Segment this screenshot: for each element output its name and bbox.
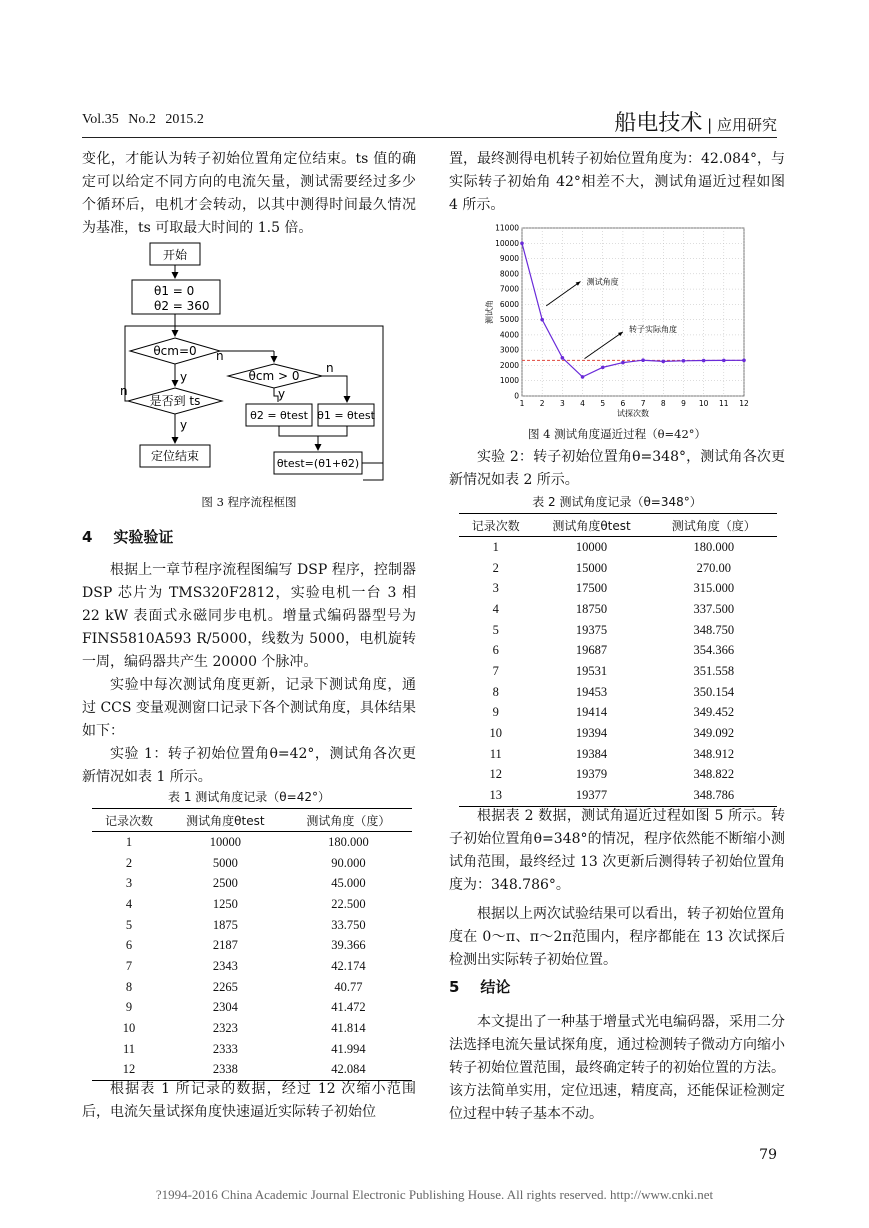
table-row [92,832,412,853]
data-point [702,359,706,363]
left-para-5: 根据表 1 所记录的数据，经过 12 次缩小范围后，电流矢量试探角度快速逼近实际转子初始位 [82,1081,416,1120]
x-tick-label: 6 [620,399,626,408]
table-row [92,853,412,874]
table-cell: 270.00 [696,560,731,575]
table-cell: 18750 [575,601,608,616]
table-cell: 2187 [212,938,238,953]
table-row [92,894,412,915]
y-tick-label: 10000 [495,238,519,248]
plot-area [522,228,744,396]
table-row [459,723,777,744]
journal-title [614,106,777,137]
table-row [459,620,777,641]
table-row [459,558,777,579]
table-cell: 350.154 [693,684,735,699]
table-cell: 19453 [575,684,608,699]
y-tick-label: 8000 [499,269,519,279]
y-tick-label: 6000 [499,299,519,309]
fc-set-t1: θ1 = θtest [317,409,375,422]
x-tick-label: 2 [539,399,545,408]
table-cell: 90.000 [331,855,366,870]
y-tick-label: 7000 [499,284,519,294]
section-5-title: 结论 [480,978,511,996]
table-cell: 1250 [212,896,238,911]
table-cell: 42.084 [285,1060,412,1081]
left-para-1: 变化，才能认为转子初始位置角定位结束。ts 值的确定可以给定不同方向的电流矢量，测试需要经过多少个循环后，电机才会转动，以其中测得时间最久情况为基准，ts 可取最大时间的 1.5 倍。 [82,151,416,236]
fc-cond2: θcm > 0 [248,369,300,383]
table-cell: 9 [125,1000,133,1015]
right-para-1: 置，最终测得电机转子初始位置角度为：42.084°，与实际转子初始角 42°相差不大，测试角逼近过程如图 4 所示。 [449,151,785,213]
table-cell: 6 [492,643,499,658]
table1-caption: 表 1 测试角度记录（θ=42°） [168,790,330,804]
right-para-2: 实验 2：转子初始位置角θ=348°，测试角各次更新情况如表 2 所示。 [449,449,785,488]
table-cell: 41.814 [331,1021,366,1036]
table-cell: 5000 [212,855,238,870]
table-cell: 2265 [212,979,238,994]
journal-section: 应用研究 [716,116,777,134]
table-cell: 19687 [575,643,608,658]
table-cell: 4 [492,601,499,616]
data-point [561,356,565,360]
table-cell: 19377 [532,785,650,806]
table-cell: 349.092 [693,726,735,741]
x-tick-label: 9 [681,399,686,408]
y-axis-label: 测试角 [485,300,494,324]
data-point [722,359,726,363]
table-cell: 13 [459,785,532,806]
table1-h2: 测试角度θtest [166,809,285,832]
table-cell: 41.994 [331,1041,366,1056]
table-row [459,744,777,765]
table-cell: 9 [492,705,499,720]
data-point [581,375,585,379]
x-tick-label: 8 [660,399,666,408]
table-cell: 180.000 [328,834,369,849]
flowchart [118,238,393,483]
data-point [661,360,665,364]
data-point [641,358,645,362]
right-body-3 [449,1011,785,1126]
table-cell: 15000 [575,560,608,575]
x-tick-label: 11 [719,399,729,408]
table-row [459,661,777,682]
right-para-4: 根据以上两次试验结果可以看出，转子初始位置角度在 0～π、π～2π范围内，程序都能在 13 次试探后检测出实际转子初始位置。 [449,906,785,968]
table-cell: 2304 [212,1000,238,1015]
y-tick-label: 9000 [499,254,519,264]
table2-h2: 测试角度θtest [532,514,650,537]
annotation-actual-angle: 转子实际角度 [628,324,677,334]
journal-section-sep: | [702,116,717,134]
table-row [459,703,777,724]
table-row [92,1018,412,1039]
table-row [459,785,777,806]
y-tick-label: 2000 [499,360,519,370]
fc-n2: n [326,361,334,375]
table-cell: 348.912 [693,746,735,761]
fig4-caption: 图 4 测试角度逼近过程（θ=42°） [527,427,707,441]
section-4-heading [82,526,173,547]
table-cell: 337.500 [693,601,735,616]
table-cell: 10 [122,1021,136,1036]
table-cell: 19414 [575,705,608,720]
table-cell: 2323 [212,1021,238,1036]
data-point [742,358,746,362]
date: 2015.2 [165,112,204,127]
fc-end: 定位结束 [150,449,200,463]
table-cell: 12 [92,1060,166,1081]
table-cell: 17500 [575,581,608,596]
table2 [459,513,777,807]
x-tick-label: 1 [519,399,525,408]
table-row [459,640,777,661]
table-cell: 2500 [212,876,238,891]
table1 [92,808,412,1081]
table-cell: 2 [125,855,133,870]
page-number: 79 [759,1147,777,1163]
table-row [459,599,777,620]
header-rule [82,137,777,138]
data-point [540,318,544,322]
left-para-4: 实验 1：转子初始位置角θ=42°，测试角各次更新情况如表 1 所示。 [82,746,416,785]
table1-h1: 记录次数 [92,809,166,832]
table-cell: 10000 [209,834,241,849]
y-tick-label: 4000 [499,330,519,340]
right-body-1 [449,446,785,492]
data-point [682,359,686,363]
table1-h3: 测试角度（度） [285,809,412,832]
volume: Vol.35 [82,112,119,127]
table-row [92,1039,412,1060]
table-row [92,935,412,956]
table-cell: 12 [489,767,502,782]
table-cell: 45.000 [331,876,366,891]
table-cell: 348.822 [693,767,735,782]
issue-info [82,112,204,128]
table-cell: 354.366 [693,643,735,658]
table-cell: 11 [489,746,502,761]
table-cell: 11 [122,1041,135,1056]
x-tick-label: 5 [600,399,606,408]
table-cell: 8 [125,979,133,994]
section-5-number: 5 [449,978,460,996]
table2-caption: 表 2 测试角度记录（θ=348°） [532,495,702,509]
x-tick-label: 10 [698,399,709,408]
fc-n3: n [120,384,128,398]
fig3-caption: 图 3 程序流程框图 [201,495,297,509]
table-cell: 10000 [575,539,608,554]
fc-set-t2: θ2 = θtest [250,409,308,422]
data-point [601,366,605,370]
table-cell: 348.750 [693,622,735,637]
table1-header-row [92,809,412,832]
fc-init1: θ1 = 0 [154,284,195,298]
annotation-test-angle: 测试角度 [586,277,619,287]
fc-init2: θ2 = 360 [154,299,210,313]
x-tick-label: 12 [739,399,749,408]
number: No.2 [128,112,156,127]
table-cell: 2 [492,560,499,575]
journal-name: 船电技术 [614,111,703,136]
right-body-2 [449,805,785,972]
left-tail [82,1078,416,1124]
data-point [621,361,625,365]
x-tick-label: 3 [559,399,565,408]
table-cell: 3 [125,876,133,891]
x-axis-label: 试探次数 [617,409,649,418]
fc-y3: y [180,418,188,432]
table-cell: 315.000 [693,581,735,596]
data-point [520,241,524,245]
table-row [459,578,777,599]
table-cell: 2343 [212,958,238,973]
y-tick-label: 3000 [499,345,519,355]
table-cell: 1 [125,834,133,849]
table-cell: 19384 [575,746,608,761]
table-cell: 5 [125,917,133,932]
left-body [82,559,416,789]
right-para-3: 根据表 2 数据，测试角逼近过程如图 5 所示。转子初始位置角θ=348°的情况，程序依然能不断缩小测试角范围，最终经过 13 次更新后测得转子初始位置角度为：348.786°。 [449,808,785,893]
left-column [82,148,416,240]
y-tick-label: 0 [514,391,519,401]
left-para-2: 根据上一章节程序流程图编写 DSP 程序，控制器 DSP 芯片为 TMS320F2812，实验电机一台 3 相 22 kW 表面式永磁同步电机。增量式编码器型号为 FINS5810A593 R/5000，线数为 5000，电机旋转一周，编码器共产生 20000 个脉冲。 [82,562,416,670]
fc-y2: y [278,387,286,401]
table-cell: 351.558 [693,663,735,678]
fc-cond1: θcm=0 [153,344,197,358]
fc-y1: y [180,370,188,384]
y-tick-label: 11000 [495,223,519,233]
table-cell: 1 [492,539,499,554]
table-cell: 8 [492,684,499,699]
table-row [92,915,412,936]
table-cell: 2338 [166,1060,285,1081]
y-tick-label: 5000 [499,315,519,325]
table2-header-row [459,514,777,537]
fc-update: θtest=(θ1+θ2) [276,457,360,470]
table-cell: 180.000 [693,539,735,554]
y-tick-label: 1000 [499,376,519,386]
section-4-title: 实验验证 [113,528,174,546]
table-cell: 19394 [575,726,608,741]
table-cell: 33.750 [331,917,366,932]
x-tick-label: 7 [640,399,646,408]
table-cell: 19531 [575,663,608,678]
table-cell: 41.472 [331,1000,366,1015]
table-cell: 348.786 [651,785,777,806]
table-row [92,956,412,977]
table-cell: 7 [492,663,499,678]
right-column-top [449,148,785,217]
table-row [459,537,777,558]
table-cell: 7 [125,958,133,973]
table-cell: 5 [492,622,499,637]
table-cell: 10 [489,726,502,741]
fig4-chart [482,222,752,420]
table-cell: 40.77 [334,979,363,994]
fc-cond3: 是否到 ts [149,394,201,408]
table-row [92,998,412,1019]
fc-start: 开始 [162,248,188,262]
table-cell: 19375 [575,622,608,637]
table-row [92,873,412,894]
table-cell: 3 [492,581,499,596]
table-cell: 22.500 [331,896,366,911]
table-cell: 2333 [212,1041,238,1056]
left-para-3: 实验中每次测试角度更新，记录下测试角度，通过 CCS 变量观测窗口记录下各个测试角度，具体结果如下： [82,677,416,739]
table2-h3: 测试角度（度） [651,514,777,537]
x-tick-label: 4 [580,399,585,408]
table-cell: 39.366 [331,938,366,953]
fc-n1: n [216,349,224,363]
footer: ?1994-2016 China Academic Journal Electronic Publishing House. All rights reserved. http://www.cnki.net [155,1187,714,1202]
table-cell: 1875 [212,917,238,932]
table-row [459,765,777,786]
table-cell: 4 [125,896,133,911]
table2-h1: 记录次数 [459,514,532,537]
table-cell: 349.452 [693,705,735,720]
table-cell: 42.174 [331,958,366,973]
section-4-number: 4 [82,528,93,546]
table-cell: 19379 [575,767,608,782]
table-cell: 6 [125,938,133,953]
section-5-heading [449,976,510,997]
table-row [92,977,412,998]
table-row [459,682,777,703]
right-para-5: 本文提出了一种基于增量式光电编码器，采用二分法选择电流矢量试探角度，通过检测转子微动方向缩小转子初始位置范围，最终确定转子的初始位置的方法。该方法简单实用，定位迅速，精度高，还能保证检测定位过程中转子基本不动。 [449,1014,785,1122]
